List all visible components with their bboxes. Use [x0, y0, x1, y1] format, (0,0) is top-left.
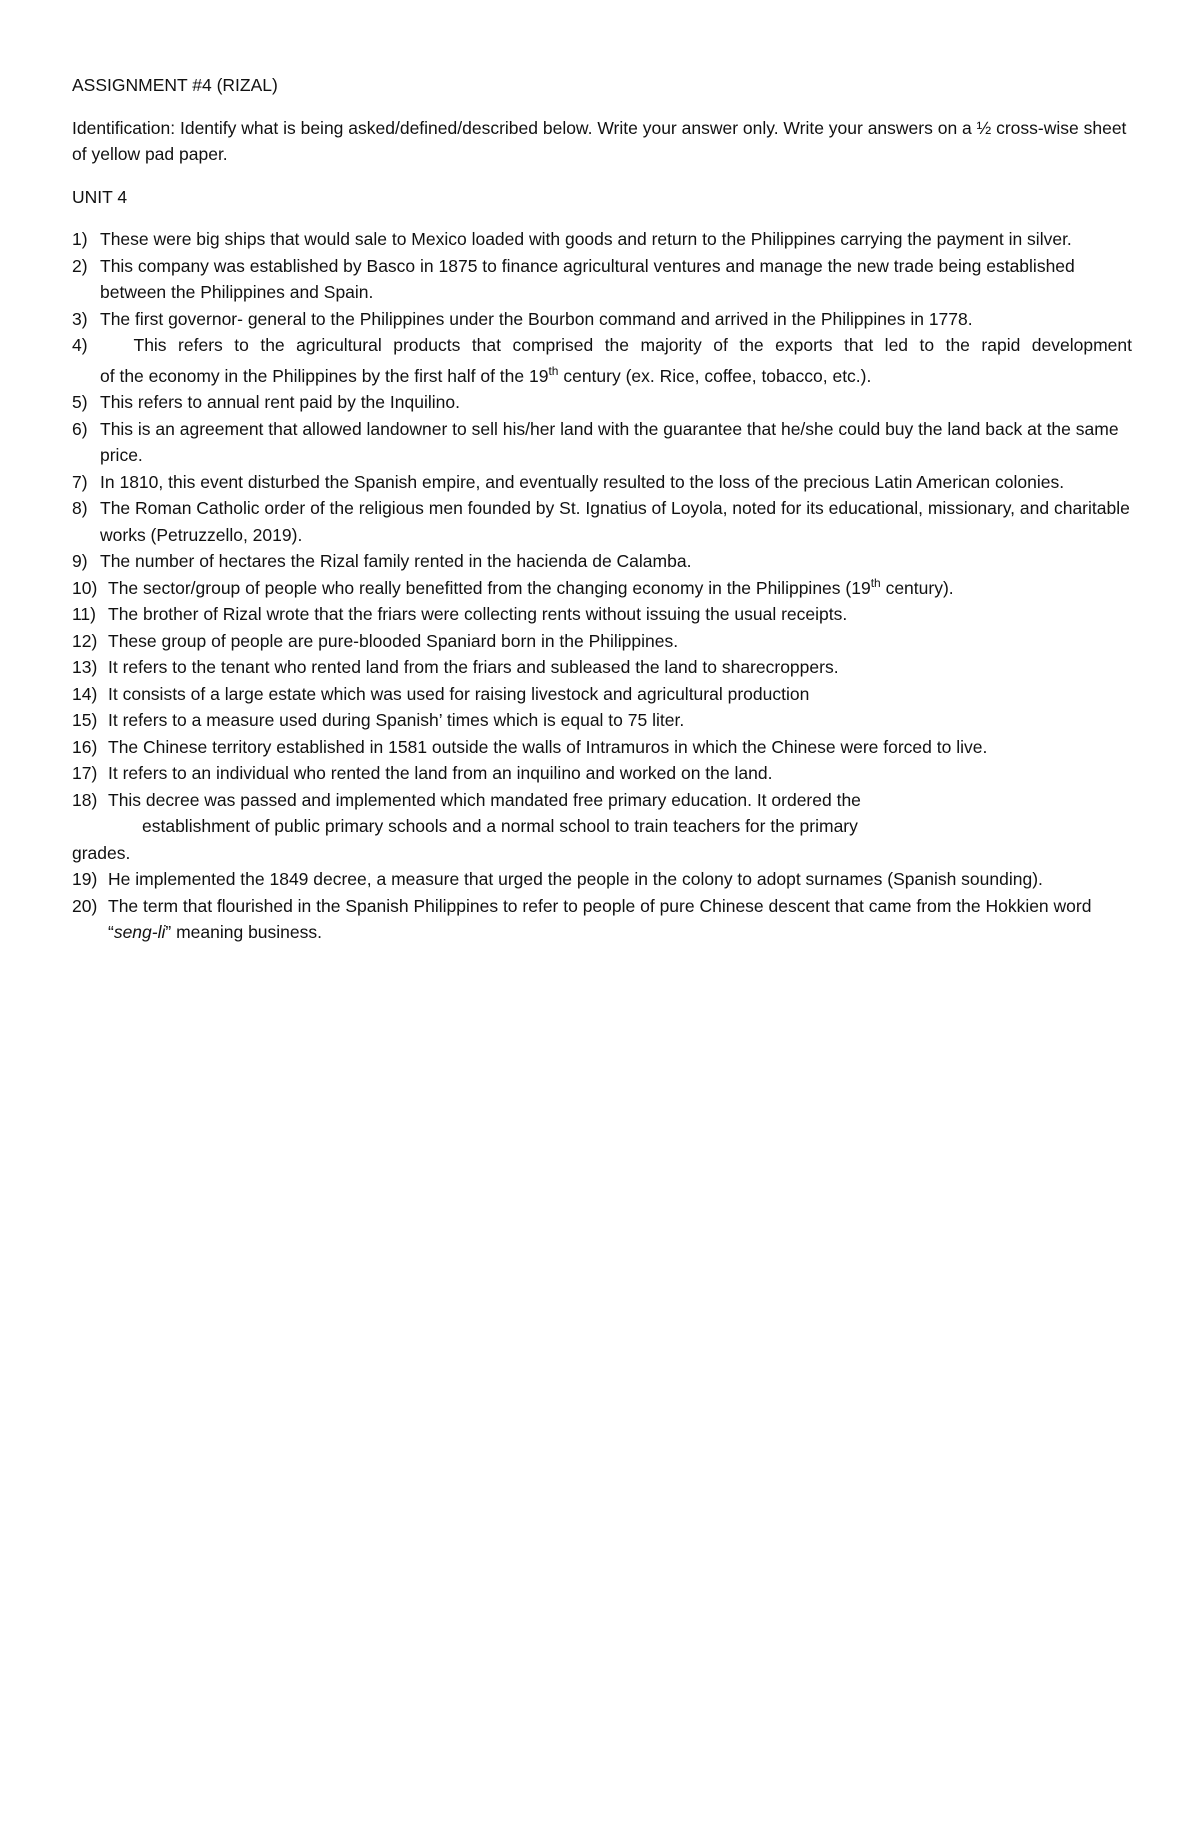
- question-number: 7): [72, 471, 88, 492]
- question-number: 4): [72, 335, 88, 355]
- document-title: ASSIGNMENT #4 (RIZAL): [72, 75, 278, 95]
- assignment-document: [72, 72, 1132, 946]
- question-text: This is an agreement that allowed landowner to sell his/her land with the guarantee that he/she could buy the land back at the same price.: [100, 418, 1119, 465]
- question-text-last-line: grades.: [72, 842, 131, 863]
- question-item-2: [72, 253, 1132, 306]
- question-number: 3): [72, 308, 88, 329]
- question-number: 11): [72, 604, 96, 624]
- question-text-tail-post: century (ex. Rice, coffee, tobacco, etc.).: [558, 365, 872, 386]
- question-text: It refers to an individual who rented the land from an inquilino and worked on the land.: [108, 763, 773, 783]
- question-number: 1): [72, 229, 88, 249]
- question-list: [72, 226, 1132, 946]
- question-text: The brother of Rizal wrote that the friars were collecting rents without issuing the usual receipts.: [108, 604, 848, 624]
- question-number: 13): [72, 657, 98, 677]
- question-text: The first governor- general to the Philippines under the Bourbon command and arrived in the Philippines in 1778.: [100, 308, 973, 329]
- question-item-6: [72, 416, 1132, 469]
- question-item-10: [72, 575, 1132, 602]
- question-number: 18): [72, 789, 98, 810]
- question-text: It refers to a measure used during Spanish’ times which is equal to 75 liter.: [108, 710, 685, 730]
- question-number: 16): [72, 736, 98, 757]
- question-text: The Chinese territory established in 1581 outside the walls of Intramuros in which the Chinese were forced to live.: [108, 736, 988, 757]
- question-text: This company was established by Basco in 1875 to finance agricultural ventures and manage the new trade being established between the Philippines and Spain.: [100, 255, 1075, 302]
- question-number: 5): [72, 392, 88, 412]
- question-text: It consists of a large estate which was used for raising livestock and agricultural production: [108, 683, 810, 704]
- question-text-post: ” meaning business.: [165, 922, 323, 942]
- question-text-italic: seng-li: [113, 922, 166, 942]
- question-number: 20): [72, 895, 98, 916]
- instructions-text: Identification: Identify what is being asked/defined/described below. Write your answer only. Write your answers on a ½ cross-wise sheet of yellow pad paper.: [72, 117, 1127, 164]
- question-item-17: [72, 760, 1132, 787]
- question-text-tail-pre: of the economy in the Philippines by the first half of the 19: [100, 365, 549, 386]
- question-text: The number of hectares the Rizal family rented in the hacienda de Calamba.: [100, 551, 692, 571]
- unit-heading: UNIT 4: [72, 186, 128, 207]
- question-text-post: century).: [880, 577, 954, 598]
- question-number: 2): [72, 255, 88, 276]
- question-text-pre: The sector/group of people who really benefitted from the changing economy in the Philippines (19: [108, 577, 871, 598]
- question-text: He implemented the 1849 decree, a measure that urged the people in the colony to adopt surnames (Spanish sounding).: [108, 869, 1043, 889]
- question-item-13: [72, 654, 1132, 681]
- question-item-11: [72, 601, 1132, 628]
- question-item-14: [72, 681, 1132, 708]
- question-number: 8): [72, 498, 88, 518]
- question-item-8: [72, 495, 1132, 548]
- question-text: These group of people are pure-blooded Spaniard born in the Philippines.: [108, 630, 679, 651]
- question-text: The Roman Catholic order of the religious men founded by St. Ignatius of Loyola, noted for its educational, missionary, and charitable works (Petruzzello, 2019).: [100, 498, 1130, 545]
- question-text: This refers to annual rent paid by the Inquilino.: [100, 392, 460, 412]
- superscript-th: th: [870, 575, 881, 590]
- question-text: These were big ships that would sale to Mexico loaded with goods and return to the Philippines carrying the payment in silver.: [100, 229, 1072, 249]
- question-item-1: [72, 226, 1132, 253]
- question-item-4: [72, 332, 1132, 389]
- question-item-16: [72, 734, 1132, 761]
- question-text-continued: [72, 363, 1132, 390]
- question-number: 19): [72, 869, 98, 889]
- question-text-main: This refers to the agricultural products that comprised the majority of the exports that led to the rapid development: [133, 335, 1133, 355]
- question-item-12: [72, 628, 1132, 655]
- question-item-15: [72, 707, 1132, 734]
- question-item-18: [72, 787, 1132, 867]
- question-text: It refers to the tenant who rented land from the friars and subleased the land to sharecroppers.: [108, 657, 839, 677]
- question-text-continued: establishment of public primary schools and a normal school to train teachers for the primary: [142, 816, 858, 836]
- question-number: 12): [72, 630, 98, 651]
- question-text: In 1810, this event disturbed the Spanish empire, and eventually resulted to the loss of the precious Latin American colonies.: [100, 471, 1065, 492]
- question-text: This decree was passed and implemented which mandated free primary education. It ordered the: [108, 789, 861, 810]
- question-item-19: [72, 866, 1132, 893]
- question-item-9: [72, 548, 1132, 575]
- question-number: 14): [72, 683, 98, 704]
- superscript-th: th: [548, 363, 559, 378]
- question-number: 9): [72, 551, 88, 571]
- question-number: 15): [72, 710, 98, 730]
- question-text-pre: The term that flourished in the Spanish Philippines to refer to people of pure Chinese descent that came from the Hokkien word “: [108, 895, 1092, 942]
- question-text: [72, 332, 1132, 359]
- question-number: 10): [72, 577, 98, 598]
- question-number: 6): [72, 418, 88, 439]
- question-number: 17): [72, 763, 98, 783]
- question-item-7: [72, 469, 1132, 496]
- question-item-5: [72, 389, 1132, 416]
- question-item-20: [72, 893, 1132, 946]
- question-item-3: [72, 306, 1132, 333]
